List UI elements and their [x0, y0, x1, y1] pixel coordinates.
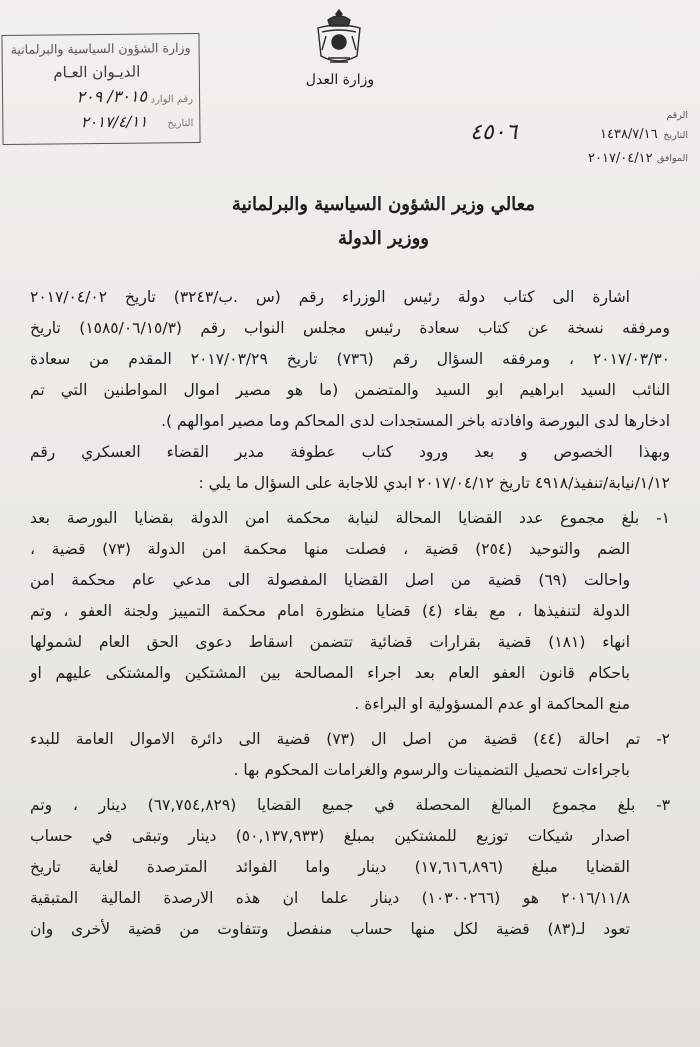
- ministry-name: وزارة العدل: [305, 72, 375, 88]
- ref-date-label: التاريخ: [663, 130, 688, 141]
- body-line: ١/١٢/نيابة/تنفيذ/٤٩١٨ تاريخ ٢٠١٧/٠٤/١٢ ابدي للاجابة على السؤال ما يلي :: [198, 474, 670, 492]
- addressee-line1: معالي وزير الشؤون السياسية والبرلمانية: [231, 194, 535, 215]
- body-line: النائب السيد ابراهيم ابو السيد والمتضمن (ما هو مصير اموال المواطنين التي تم: [30, 381, 670, 399]
- letter-body: [30, 282, 670, 945]
- ref-date-hijri: ١٤٣٨/٧/١٦: [600, 127, 658, 142]
- ref-equiv-label: الموافق: [656, 153, 688, 164]
- addressee: [232, 188, 535, 256]
- body-line: اشارة الى كتاب دولة رئيس الوزراء رقم (س .ب/٣٢٤٣) تاريخ ٢٠١٧/٠٤/٠٢: [30, 288, 630, 306]
- item-1: [30, 503, 670, 720]
- body-line: باحكام قانون العفو العام بعد اجراء المصالحة بين المشتكين والمشتكى عليهم او: [30, 664, 630, 682]
- body-line: منع المحاكمة او عدم المسؤولية او البراءة .: [354, 695, 630, 713]
- body-line: ادخارها لدى البورصة وافادته باخر المستجدات لدى المحاكم وما مصير اموالهم ).: [161, 412, 670, 430]
- ref-date-gregorian: ٢٠١٧/٠٤/١٢: [588, 151, 653, 166]
- coat-of-arms-icon: [308, 6, 370, 68]
- body-line: تعود لـ(٨٣) قضية لكل منها حساب منفصل وتتفاوت من قضية لأخرى وان: [30, 920, 630, 938]
- body-line: القضايا مبلغ (١٧,٦١٦,٨٩٦) دينار واما الفوائد المترصدة لغاية تاريخ: [30, 858, 630, 876]
- stamp-ministry: وزارة الشؤون السياسية والبرلمانية: [10, 40, 191, 57]
- stamp-office: الديـوان العـام: [53, 62, 141, 82]
- body-line: واحالت (٦٩) قضية من اصل القضايا المفصولة الى مدعي عام محكمة امن: [30, 571, 630, 589]
- body-line: اصدار شيكات توزيع للمشتكين بمبلغ (٥٠,١٣٧,٩٣٣) دينار وتبقى في حساب: [30, 827, 630, 845]
- item-2: [30, 724, 670, 786]
- intro-paragraph: [30, 282, 670, 437]
- body-line: ٢٠١٦/١١/٨ هو (١٠٣٠٠٢٦٦) دينار علما ان هذه الارصدة المالية المتبقية: [30, 889, 630, 907]
- item-3: [30, 790, 670, 945]
- ref-number-label: الرقم: [666, 110, 688, 121]
- body-line: ومرفقه نسخة عن كتاب سعادة رئيس مجلس النواب رقم (١٥٨٥/٠٦/١٥/٣) تاريخ: [30, 319, 670, 337]
- body-line: الدولة لتنفيذها ، مع بقاء (٤) قضايا منظورة امام محكمة التمييز ولجنة العفو ، وتم: [30, 602, 630, 620]
- addressee-line2: ووزير الدولة: [337, 228, 429, 249]
- body-line: انهاء (١٨١) قضية بقرارات قضائية تتضمن اسقاط دعوى الحق العام لشمولها: [30, 633, 630, 651]
- body-line: ١- بلغ مجموع عدد القضايا المحالة لنيابة محكمة امن الدولة بقضايا البورصة بعد: [30, 509, 670, 527]
- body-line: باجراءات تحصيل التضمينات والرسوم والغرامات المحكوم بها .: [233, 761, 630, 779]
- incoming-stamp: [1, 33, 200, 145]
- body-line: ٣- بلغ مجموع المبالغ المحصلة في جميع القضايا (٦٧,٧٥٤,٨٢٩) دينار ، وتم: [30, 796, 671, 814]
- body-line: ٢٠١٧/٠٣/٣٠ ، ومرفقه السؤال رقم (٧٣٦) تاريخ ٢٠١٧/٠٣/٢٩ المقدم من سعادة: [30, 350, 670, 368]
- body-line: الضم والتوحيد (٢٥٤) قضية ، فصلت منها محكمة امن الدولة (٧٣) قضية ،: [30, 540, 630, 558]
- stamp-date-label: التاريخ: [167, 118, 194, 130]
- second-paragraph: [30, 437, 670, 499]
- stamp-ref-value: ٣٠١٥/ ٢٠٩: [76, 86, 148, 107]
- ref-number-value: ٤٥٠٦: [470, 120, 518, 145]
- stamp-ref-label: رقم الوارد: [150, 94, 194, 106]
- body-line: وبهذا الخصوص و بعد ورود كتاب عطوفة مدير القضاء العسكري رقم: [30, 443, 670, 461]
- stamp-date-value: ٢٠١٧/٤/١١: [80, 112, 148, 132]
- body-line: ٢- تم احالة (٤٤) قضية من اصل ال (٧٣) قضية الى دائرة الاموال العامة للبدء: [30, 730, 670, 748]
